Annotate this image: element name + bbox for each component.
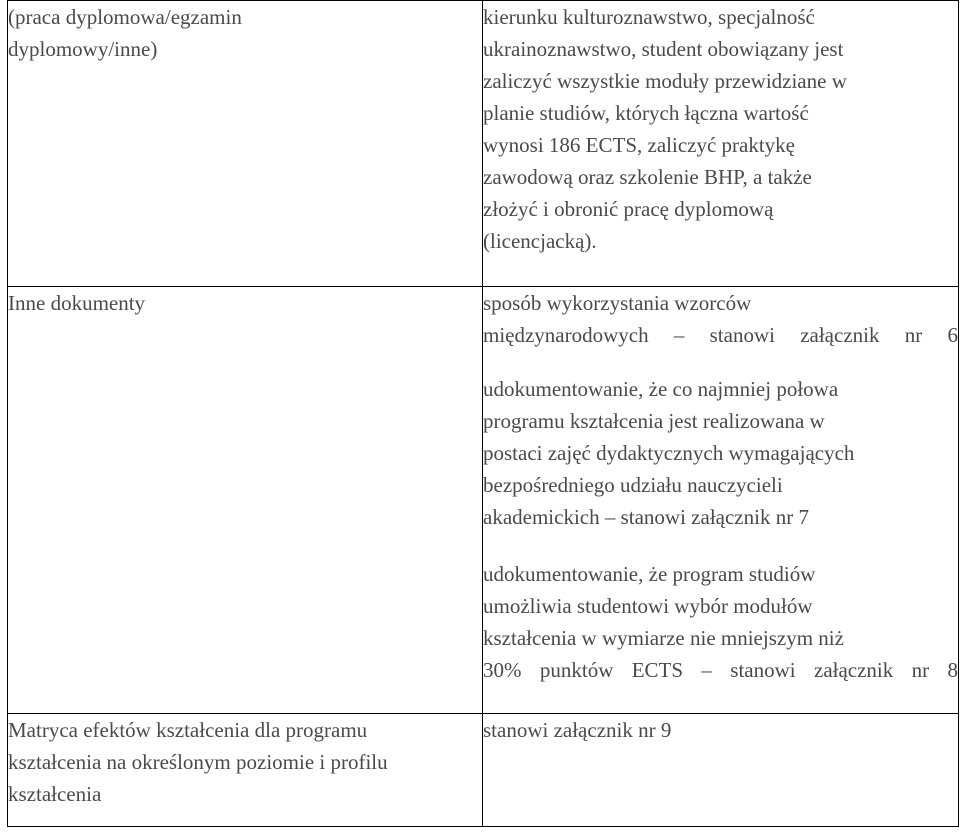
row-label-cell [8, 287, 483, 714]
paragraph-teaching [483, 373, 958, 533]
row-label-line: Matryca efektów kształcenia dla programu [8, 718, 368, 742]
content-line: wynosi 186 ECTS, zaliczyć praktykę [483, 133, 796, 157]
content-line: umożliwia studentowi wybór modułów [483, 594, 813, 618]
paragraph-gap [483, 533, 958, 558]
paragraph-modules [483, 558, 958, 686]
table-row [8, 1, 959, 287]
content-line: programu kształcenia jest realizowana w [483, 409, 825, 433]
content-line: sposób wykorzystania wzorców [483, 291, 752, 315]
row-content-cell [483, 714, 959, 827]
document-table [7, 0, 959, 827]
content-line: zaliczyć wszystkie moduły przewidziane w [483, 69, 847, 93]
paragraph-patterns [483, 287, 958, 351]
table-row [8, 287, 959, 714]
paragraph-gap [483, 351, 958, 373]
content-line: udokumentowanie, że co najmniej połowa [483, 377, 839, 401]
table-row [8, 714, 959, 827]
row-label-line: (praca dyplomowa/egzamin [8, 5, 242, 29]
row-content-cell [483, 287, 959, 714]
row-label-line: Inne dokumenty [8, 291, 146, 315]
content-line: bezpośredniego udziału nauczycieli [483, 473, 783, 497]
row-label-line: kształcenia na określonym poziomie i profilu [8, 750, 388, 774]
row-label-cell [8, 1, 483, 287]
content-line: 30% punktów ECTS – stanowi załącznik nr 8 [483, 658, 958, 682]
row-label-cell [8, 714, 483, 827]
content-line: udokumentowanie, że program studiów [483, 562, 816, 586]
content-line: planie studiów, których łączna wartość [483, 101, 809, 125]
row-label-line: kształcenia [8, 782, 102, 806]
content-line: stanowi załącznik nr 9 [483, 718, 672, 742]
row-label-line: dyplomowy/inne) [8, 37, 158, 61]
content-line: postaci zajęć dydaktycznych wymagających [483, 441, 855, 465]
content-line: ukrainoznawstwo, student obowiązany jest [483, 37, 844, 61]
row-content-cell [483, 1, 959, 287]
content-line: akademickich – stanowi załącznik nr 7 [483, 505, 809, 529]
content-line: złożyć i obronić pracę dyplomową [483, 197, 774, 221]
content-line: kierunku kulturoznawstwo, specjalność [483, 5, 815, 29]
content-line: zawodową oraz szkolenie BHP, a także [483, 165, 812, 189]
content-line: (licencjacką). [483, 229, 597, 253]
content-line: kształcenia w wymiarze nie mniejszym niż [483, 626, 844, 650]
content-line: międzynarodowych – stanowi załącznik nr 6 [483, 323, 958, 347]
